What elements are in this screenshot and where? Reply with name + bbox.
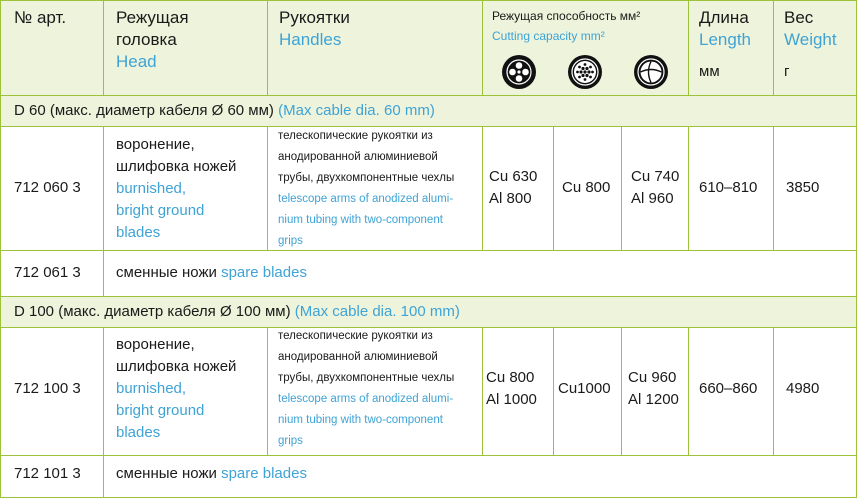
header-weight: Вес Weight г <box>784 8 837 80</box>
header-capacity: Режущая способность мм² Cutting capacity mm² <box>492 9 641 43</box>
product-art: 712 060 3 <box>14 179 81 196</box>
spare-description: сменные ножи spare blades <box>116 465 307 482</box>
spare-art: 712 101 3 <box>14 465 81 482</box>
product-weight: 4980 <box>786 380 820 397</box>
product-handles: телескопические рукоятки из анодированной алюминиевой трубы, двухкомпонентные чехлы telescope arms of anodized alumi- nium tubing with two-component grips <box>278 330 455 447</box>
product-head: воронение, шлифовка ножей burnished, bright ground blades <box>116 336 237 441</box>
cable-fine-strands-icon <box>568 55 602 89</box>
capacity-fine: Cu 800 <box>562 179 611 196</box>
capacity-sector: Cu 960 Al 1200 <box>628 369 679 408</box>
spare-description: сменные ножи spare blades <box>116 264 307 281</box>
product-handles: телескопические рукоятки из анодированной алюминиевой трубы, двухкомпонентные чехлы telescope arms of anodized alumi- nium tubing with two-component grips <box>278 130 455 247</box>
product-length: 660–860 <box>699 380 758 397</box>
product-head: воронение, шлифовка ножей burnished, bright ground blades <box>116 136 237 241</box>
product-weight: 3850 <box>786 179 820 196</box>
product-art: 712 100 3 <box>14 380 81 397</box>
capacity-round: Cu 630 Al 800 <box>489 168 538 207</box>
group-title: D 100 (макс. диаметр кабеля Ø 100 мм) (Max cable dia. 100 mm) <box>14 303 460 320</box>
header-head: Режущая головка Head <box>116 8 189 71</box>
cable-round-strands-icon <box>502 55 536 89</box>
product-length: 610–810 <box>699 179 758 196</box>
spare-art: 712 061 3 <box>14 264 81 281</box>
header-handles: Рукоятки Handles <box>279 8 350 49</box>
header-length: Длина Length мм <box>699 8 751 80</box>
capacity-sector: Cu 740 Al 960 <box>631 168 680 207</box>
capacity-fine: Cu1000 <box>558 380 611 397</box>
capacity-round: Cu 800 Al 1000 <box>486 369 537 408</box>
group-title: D 60 (макс. диаметр кабеля Ø 60 мм) (Max cable dia. 60 mm) <box>14 102 435 119</box>
header-art: № арт. <box>14 8 67 27</box>
cable-sector-icon <box>634 55 668 89</box>
